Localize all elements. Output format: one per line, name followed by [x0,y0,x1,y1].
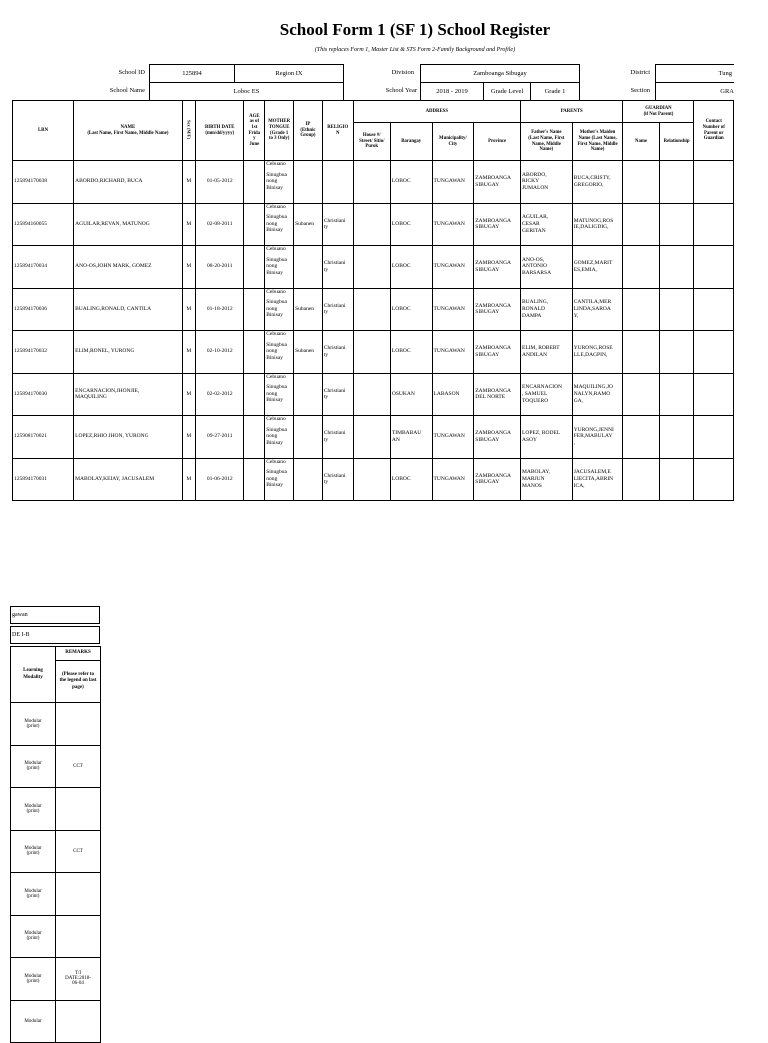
province-cell: ZAMBOANGA SIBUGAY [474,458,521,501]
father-cell: LOPEZ, RODEL ASOY [521,416,573,459]
mother-tongue-cell [265,458,294,501]
birth-date-cell: 08-20-2011 [196,246,244,289]
name-cell: ABORDO,RICHARD, BUCA [74,161,183,204]
guardian-name-cell [623,161,659,204]
religion-cell: Christiani ty [322,203,353,246]
age-cell [244,331,265,374]
remarks-cell [56,788,101,831]
school-year-label: School Year [385,87,417,94]
learning-modality-cell: Modular (print) [11,788,56,831]
birth-date-cell: 09-27-2011 [196,416,244,459]
register-body [13,161,734,501]
religion-cell [322,161,353,204]
province-cell: ZAMBOANGA SIBUGAY [474,246,521,289]
learning-modality-cell: Modular (print) [11,745,56,788]
col-address: ADDRESS [353,101,520,123]
contact-cell [694,416,734,459]
remarks-cell: T/I DATE:2018- 06-04 [56,958,101,1001]
learning-modality-cell: Modular (print) [11,915,56,958]
relationship-cell [659,246,694,289]
municipality-cell: TUNGAWAN [432,246,474,289]
father-cell: AGUILAR, CESAR GERITAN [521,203,573,246]
col-ip: IP (Ethnic Group) [294,101,323,161]
mother-tongue-line: Cebuano [266,288,286,295]
district-label: District [630,69,650,76]
form-title: School Form 1 (SF 1) School Register [279,20,551,39]
section-tail: DE I-B [10,626,100,644]
province-cell: ZAMBOANGA DEL NORTE [474,373,521,416]
house-cell [353,203,390,246]
col-remarks: REMARKS [56,647,101,661]
name-cell: LOPEZ,RHIO JHON, YURONG [74,416,183,459]
register-page-1 [0,0,734,520]
col-age: AGE as of 1st Frida y June [244,101,265,161]
remarks-cell [56,873,101,916]
contact-cell [694,288,734,331]
house-cell [353,288,390,331]
province-cell: ZAMBOANGA SIBUGAY [474,288,521,331]
col-lrn: LRN [13,101,74,161]
mother-tongue-cell [265,373,294,416]
lrn-cell: 125894170036 [13,288,74,331]
sex-cell: M [182,458,195,501]
mother-tongue-line: Sinugbua nong Binisay [266,341,287,361]
religion-cell: Christiani ty [322,288,353,331]
lrn-cell: 125894160055 [13,203,74,246]
school-id-label: School ID [118,69,145,76]
mother-tongue-line: Sinugbua nong Binisay [266,469,287,489]
mother-cell: YURONG,JENNI FER,MABULAY , [572,416,623,459]
mother-cell: GOMEZ,MARIT ES,EMIA, [572,246,623,289]
age-cell [244,288,265,331]
house-cell [353,331,390,374]
relationship-cell [659,416,694,459]
barangay-cell: LOBOC [390,161,432,204]
lrn-cell: 125908170021 [13,416,74,459]
contact-cell [694,246,734,289]
mother-tongue-line: Sinugbua nong Binisay [266,384,287,404]
ip-cell [294,161,323,204]
province-cell: ZAMBOANGA SIBUGAY [474,161,521,204]
division-field: Zamboanga Sibugay [420,64,580,83]
religion-cell: Christiani ty [322,373,353,416]
remarks-cell [56,703,101,746]
remarks-cell [56,915,101,958]
barangay-cell: LOBOC [390,203,432,246]
relationship-cell [659,203,694,246]
name-cell: BUALING,RONALD, CANTILA [74,288,183,331]
table-row [13,203,734,246]
section-value: GRA [720,88,734,95]
mother-tongue-line: Cebuano [266,416,286,422]
mother-cell: MATUNOG,ROS IE,DALIGDIG, [572,203,623,246]
mother-tongue-line: Sinugbua nong Binisay [266,214,287,234]
mother-tongue-line: Cebuano [266,373,286,380]
contact-cell [694,161,734,204]
remarks-row [11,830,101,873]
learning-modality-cell: Modular [11,1000,56,1043]
contact-cell [694,331,734,374]
col-religion: RELIGIO N [322,101,353,161]
col-remarks-legend: (Please refer to the legend on last page) [56,661,101,703]
mother-cell: YURONG,ROSE LLE,DAGPIN, [572,331,623,374]
name-cell: ANO-OS,JOHN MARK, GOMEZ [74,246,183,289]
sex-cell: M [182,373,195,416]
mother-tongue-line: Cebuano [266,458,286,465]
relationship-cell [659,373,694,416]
age-cell [244,416,265,459]
mother-tongue-line: Sinugbua nong Binisay [266,256,287,276]
grade-level-label: Grade Level [483,82,531,101]
remarks-row [11,703,101,746]
mother-tongue-cell [265,246,294,289]
learning-modality-cell: Modular (print) [11,958,56,1001]
lrn-cell: 125894170038 [13,161,74,204]
district-tail: gawan [10,606,100,624]
municipality-cell: TUNGAWAN [432,458,474,501]
birth-date-cell: 02-10-2012 [196,331,244,374]
table-row [13,331,734,374]
form-subtitle: (This replaces Form 1, Master List & STS Form 2-Family Background and Profile) [314,47,516,53]
age-cell [244,161,265,204]
sex-cell: M [182,161,195,204]
sex-cell: M [182,203,195,246]
guardian-name-cell [623,416,659,459]
col-name: NAME (Last Name, First Name, Middle Name) [74,101,183,161]
father-cell: MABOLAY, MARJUN MANOS [521,458,573,501]
table-row [13,246,734,289]
religion-cell: Christiani ty [322,331,353,374]
table-row [13,373,734,416]
guardian-name-cell [623,246,659,289]
municipality-cell: TUNGAWAN [432,161,474,204]
birth-date-cell: 01-05-2012 [196,161,244,204]
school-year-field: 2018 - 2019 [420,82,484,101]
col-mother: Mother's Maiden Name (Last Name, First Name, Middle Name) [572,123,623,161]
mother-tongue-line: Cebuano [266,203,286,210]
table-row [13,458,734,501]
sex-cell: M [182,246,195,289]
mother-tongue-cell [265,331,294,374]
remarks-row [11,788,101,831]
barangay-cell: TIMBABAU AN [390,416,432,459]
province-cell: ZAMBOANGA SIBUGAY [474,416,521,459]
ip-cell: Subanen [294,288,323,331]
barangay-cell: LOBOC [390,288,432,331]
col-guardian-name: Name [623,123,659,161]
religion-cell: Christiani ty [322,246,353,289]
mother-tongue-cell [265,203,294,246]
guardian-name-cell [623,331,659,374]
guardian-name-cell [623,458,659,501]
municipality-cell: TUNGAWAN [432,288,474,331]
mother-tongue-line: Sinugbua nong Binisay [266,299,287,319]
house-cell [353,458,390,501]
birth-date-cell: 01-18-2012 [196,288,244,331]
sex-cell: M [182,331,195,374]
guardian-name-cell [623,203,659,246]
mother-tongue-line: Cebuano [266,246,286,252]
barangay-cell: OSUKAN [390,373,432,416]
religion-cell: Christiani ty [322,458,353,501]
learning-modality-cell: Modular (print) [11,873,56,916]
register-page-2-header [10,607,100,644]
age-cell [244,458,265,501]
father-cell: ENCARNACION , SAMUEL TOQUERO [521,373,573,416]
school-id-field: 125894 [149,64,235,83]
ip-cell [294,458,323,501]
age-cell [244,203,265,246]
mother-cell: CANTILA,MER LINDA,SAROA Y, [572,288,623,331]
father-cell: ELIM, ROBERT ANDILAN [521,331,573,374]
mother-cell: BUCA,CRISTY, GREGORIO, [572,161,623,204]
lrn-cell: 125894170034 [13,246,74,289]
municipality-cell: TUNGAWAN [432,203,474,246]
municipality-cell: TUNGAWAN [432,331,474,374]
remarks-row [11,745,101,788]
region-field: Region IX [234,64,344,83]
mother-tongue-line: Cebuano [266,161,286,167]
relationship-cell [659,458,694,501]
col-father: Father's Name (Last Name, First Name, Middle Name) [521,123,573,161]
birth-date-cell: 01-06-2012 [196,458,244,501]
house-cell [353,246,390,289]
birth-date-cell: 02-02-2012 [196,373,244,416]
birth-date-cell: 02-08-2011 [196,203,244,246]
school-name-field: Loboc ES [149,82,344,101]
division-label: Division [391,69,414,76]
table-row [13,288,734,331]
ip-cell [294,373,323,416]
municipality-cell: LABASON [432,373,474,416]
mother-tongue-line: Cebuano [266,331,286,337]
name-cell: MABOLAY,KEIAY, JACUSALEM [74,458,183,501]
house-cell [353,373,390,416]
col-birth: BIRTH DATE (mm/dd/yyyy) [196,101,244,161]
mother-tongue-cell [265,416,294,459]
house-cell [353,416,390,459]
ip-cell: Subanen [294,331,323,374]
section-field [655,82,734,101]
col-municipality: Municipality/ City [432,123,474,161]
father-cell: ANO-OS, ANTONIO BARSARSA [521,246,573,289]
ip-cell: Subanen [294,203,323,246]
province-cell: ZAMBOANGA SIBUGAY [474,331,521,374]
lrn-cell: 125894170032 [13,331,74,374]
barangay-cell: LOBOC [390,331,432,374]
name-cell: ELIM,RONEL, YURONG [74,331,183,374]
name-cell: ENCARNACION,JHONJIE, MAQUILING [74,373,183,416]
contact-cell [694,458,734,501]
age-cell [244,246,265,289]
col-sex [182,101,195,161]
learning-modality-cell: Modular (print) [11,703,56,746]
col-contact: Contact Number of Parent or Guardian [694,101,734,161]
learning-modality-cell: Modular (print) [11,830,56,873]
remarks-row [11,1000,101,1043]
age-cell [244,373,265,416]
relationship-cell [659,161,694,204]
guardian-name-cell [623,373,659,416]
ip-cell [294,246,323,289]
name-cell: AGUILAR,REVAN, MATUNOG [74,203,183,246]
contact-cell [694,203,734,246]
col-house: House #/ Street/ Sitio/ Purok [353,123,390,161]
school-name-label: School Name [109,87,145,94]
col-guardian: GUARDIAN (if Not Parent) [623,101,694,123]
grade-level-field: Grade 1 [530,82,580,101]
col-mother-tongue: MOTHER TONGUE (Grade 1 to 3 Only) [265,101,294,161]
remarks-body [11,703,101,1043]
mother-tongue-cell [265,288,294,331]
remarks-row [11,873,101,916]
mother-cell: MAQUILING,JO NALYN,RAMO GA, [572,373,623,416]
relationship-cell [659,288,694,331]
ip-cell [294,416,323,459]
col-province: Province [474,123,521,161]
mother-tongue-line: Sinugbua nong Binisay [266,426,287,446]
lrn-cell: 125894170030 [13,373,74,416]
col-sex-text: Sex (M/F) [186,119,192,139]
remarks-row [11,915,101,958]
remarks-table [10,646,101,1043]
remarks-cell: CCT [56,830,101,873]
barangay-cell: LOBOC [390,458,432,501]
relationship-cell [659,331,694,374]
religion-cell: Christiani ty [322,416,353,459]
col-relationship: Relationship [659,123,694,161]
sex-cell: M [182,416,195,459]
section-label: Section [630,87,650,94]
district-field [655,64,734,83]
house-cell [353,161,390,204]
father-cell: ABORDO, RICKY JUMALON [521,161,573,204]
guardian-name-cell [623,288,659,331]
col-parents: PARENTS [521,101,623,123]
mother-cell: JACUSALEM,E LIECITA,ABRIN ICA, [572,458,623,501]
barangay-cell: LOBOC [390,246,432,289]
municipality-cell: TUNGAWAN [432,416,474,459]
col-barangay: Barangay [390,123,432,161]
register-table [12,100,734,501]
table-row [13,161,734,204]
table-row [13,416,734,459]
mother-tongue-cell [265,161,294,204]
remarks-row [11,958,101,1001]
father-cell: BUALING, RONALD DAMPA [521,288,573,331]
contact-cell [694,373,734,416]
col-learning-modality: Learning Modality [11,647,56,703]
lrn-cell: 125894170031 [13,458,74,501]
sex-cell: M [182,288,195,331]
province-cell: ZAMBOANGA SIBUGAY [474,203,521,246]
mother-tongue-line: Sinugbua nong Binisay [266,171,287,191]
district-value: Tung [718,70,732,77]
remarks-cell: CCT [56,745,101,788]
remarks-cell [56,1000,101,1043]
